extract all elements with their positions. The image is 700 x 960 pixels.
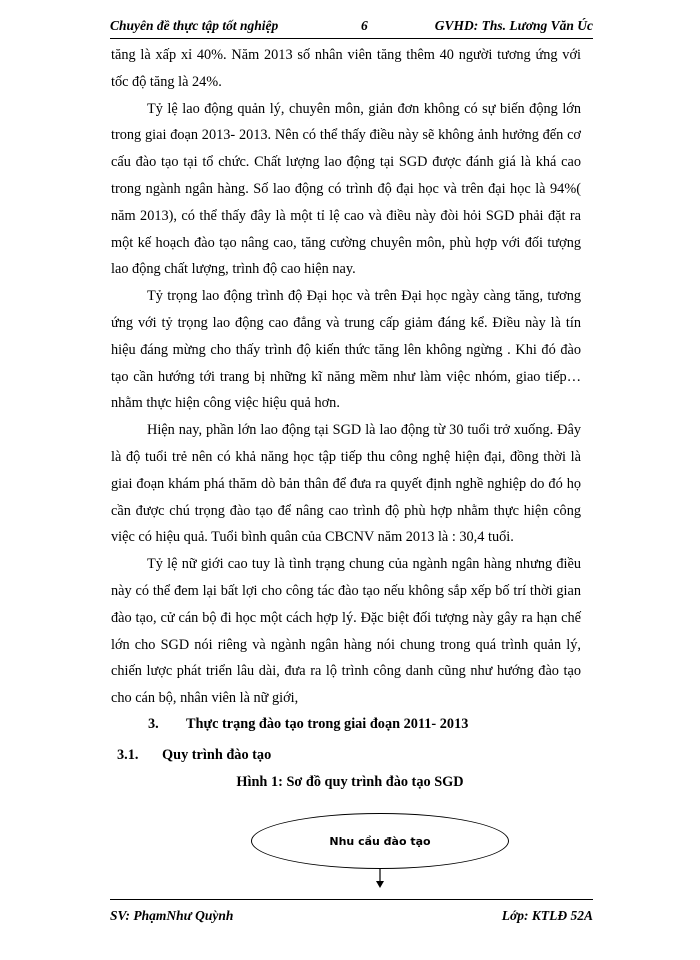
footer-class: Lớp: KTLĐ 52A: [501, 908, 593, 923]
header-page-number: 6: [361, 18, 368, 33]
figure-title: Hình 1: Sơ đồ quy trình đào tạo SGD: [236, 774, 464, 790]
page-footer: [110, 899, 593, 928]
page-header: [110, 16, 593, 39]
header-supervisor: GVHD: Ths. Lương Văn Úc: [434, 18, 593, 33]
paragraph: Tỷ lệ lao động quản lý, chuyên môn, giản đơn không có sự biến động lớn trong giai đoạn 2013- 2013. Nên có thể thấy điều này sẽ không ảnh hưởng đến cơ cấu đào tạo tại tổ chức. Chất lượng lao động tại SGD được đánh giá là khá cao trong ngành ngân hàng. Số lao động có trình độ đại học và trên đại học là 94%( năm 2013), có thể thấy đây là một tỉ lệ cao và điều này đòi hỏi SGD phải đặt ra một kế hoạch đào tạo nâng cao, tăng cường chuyên môn, phù hợp với đối tượng lao động chất lượng, trình độ cao hiện nay.: [111, 100, 581, 278]
paragraph: Tỷ lệ nữ giới cao tuy là tình trạng chung của ngành ngân hàng nhưng điều này có thể đem lại bất lợi cho công tác đào tạo nếu không sắp xếp bố trí thời gian đào tạo, cử cán bộ đi học một cách hợp lý. Đặc biệt đối tượng này gây ra hạn chế lớn cho SGD nói riêng và ngành ngân hàng nói chung trong quá trình quản lý, chiến lược phát triển lâu dài, đưa ra lộ trình công danh cũng như hướng đào tạo cho cán bộ, nhân viên là nữ giới,: [111, 556, 581, 707]
footer-student: SV: PhạmNhư Quỳnh: [110, 908, 234, 923]
paragraph: tăng là xấp xỉ 40%. Năm 2013 số nhân viên tăng thêm 40 người tương ứng với tốc độ tăng là 24%.: [111, 47, 581, 90]
subsection-number: 3.1.: [117, 747, 139, 763]
header-document-title: Chuyên đề thực tập tốt nghiệp: [110, 18, 279, 33]
paragraph: Hiện nay, phần lớn lao động tại SGD là lao động từ 30 tuổi trở xuống. Đây là độ tuổi trẻ nên có khả năng học tập tiếp thu công nghệ hiện đại, đồng thời là giai đoạn khám phá thăm dò bản thân để đưa ra quyết định nghề nghiệp do đó họ cần được chú trọng đào tạo để nâng cao trình độ phù hợp nhằm thực hiện công việc có hiệu quả. Tuổi bình quân của CBCNV năm 2013 là : 30,4 tuổi.: [111, 422, 581, 546]
body-text: [111, 42, 581, 712]
subsection-heading: Quy trình đào tạo: [162, 747, 272, 763]
flowchart-node-training-needs: [251, 813, 509, 869]
section-number: 3.: [148, 716, 159, 732]
flowchart-arrow-down-icon: [375, 869, 385, 889]
paragraph: Tỷ trọng lao động trình độ Đại học và trên Đại học ngày càng tăng, tương ứng với tỷ trọng lao động cao đẳng và trung cấp giảm đáng kể. Điều này là tín hiệu đáng mừng cho thấy trình độ kiến thức tăng lên không ngừng . Khi đó đào tạo cần hướng tới trang bị những kĩ năng mềm như làm việc nhóm, giao tiếp…nhằm thực hiện công việc hiệu quả hơn.: [111, 288, 581, 412]
section-heading: Thực trạng đào tạo trong giai đoạn 2011- 2013: [186, 716, 469, 732]
flowchart-node-label: Nhu cầu đào tạo: [329, 834, 431, 848]
